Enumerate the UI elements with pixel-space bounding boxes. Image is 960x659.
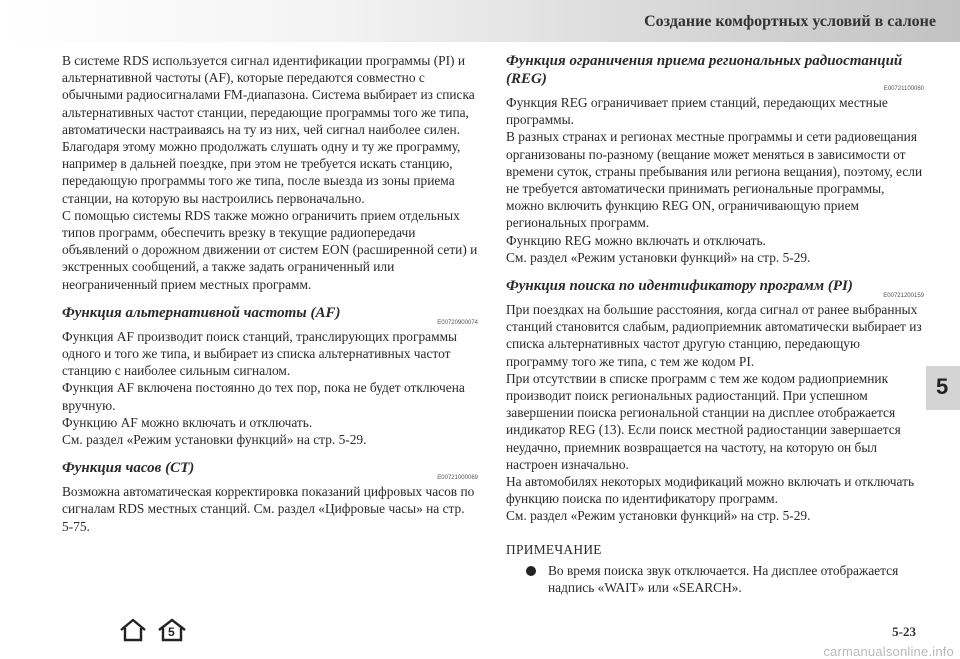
ct-section-title: Функция часов (CT) xyxy=(62,460,195,477)
af-paragraph: Функция AF включена постоянно до тех пор, пока не будет отключена вручную. xyxy=(62,380,465,413)
chapter-tab-number: 5 xyxy=(936,374,949,399)
intro-paragraph: С помощью системы RDS также можно ограничить прием отдельных типов программ, обеспечить врезку в текущие радиопередачи объявлений о дорожном движении от систем EON (расширенной сети) и экстренных сообщений, а также задать ограниченный или неограниченный прием местных программ. xyxy=(62,207,478,292)
chapter-index-icon[interactable] xyxy=(156,617,188,643)
af-paragraph: См. раздел «Режим установки функций» на стр. 5-29. xyxy=(62,432,367,448)
right-column xyxy=(506,52,924,596)
reg-paragraph: Функция REG ограничивает прием станций, передающих местные программы. xyxy=(506,95,888,128)
reg-section-title: Функция ограничения приема региональных радиостанций (REG) xyxy=(506,53,903,87)
pi-paragraph: При отсутствии в списке программ с тем же кодом радиоприемник производит поиск региональных радиостанций. При успешном завершении поиска региональной станции на дисплее отображается индикатор REG (13). Если поиск местной радиостанции завершается неудачно, приемник возвращается на частоту, на которую он был настроен изначально. xyxy=(506,370,901,472)
ct-paragraph: Возможна автоматическая корректировка показаний цифровых часов по сигналам RDS местных станций. См. раздел «Цифровые часы» на стр. 5-75. xyxy=(62,484,475,534)
pi-paragraph: На автомобилях некоторых модификаций можно включать и отключать функцию поиска по идентификатору программ. xyxy=(506,474,915,507)
watermark: carmanualsonline.info xyxy=(823,644,954,659)
ct-section-code: E00721000069 xyxy=(437,475,478,482)
bullet-icon xyxy=(526,566,536,576)
page-header-title: Создание комфортных условий в салоне xyxy=(644,13,936,30)
intro-paragraph: В системе RDS используется сигнал идентификации программы (PI) и альтернативной частоты (AF), которые передаются совместно с обычными радиосигналами FM-диапазона. Система выбирает из списка альтернативных частот станции, передающие программы того же типа, автоматически настраиваясь на ту из них, чей сигнал наиболее силен. xyxy=(62,53,475,137)
chapter-tab xyxy=(926,366,960,410)
nav-icons xyxy=(118,617,188,643)
af-paragraph: Функцию AF можно включать и отключать. xyxy=(62,414,313,430)
af-section-title: Функция альтернативной частоты (AF) xyxy=(62,304,341,321)
home-icon[interactable] xyxy=(118,617,148,643)
reg-paragraph: Функцию REG можно включать и отключать. xyxy=(506,232,766,248)
af-section xyxy=(62,304,478,448)
note-text: Во время поиска звук отключается. На дисплее отображается надпись «WAIT» или «SEARCH». xyxy=(548,562,899,596)
pi-section xyxy=(506,277,924,525)
reg-section xyxy=(506,52,924,266)
pi-section-title: Функция поиска по идентификатору программ (PI) xyxy=(506,278,853,295)
note-title: ПРИМЕЧАНИЕ xyxy=(506,541,602,557)
reg-section-code: E00721100060 xyxy=(883,86,924,92)
pi-section-code: E00721200159 xyxy=(883,293,924,300)
af-section-code: E00720900074 xyxy=(437,319,478,326)
chapter-index-number: 5 xyxy=(168,625,175,639)
page-number: 5-23 xyxy=(892,624,916,639)
note-item xyxy=(506,562,924,596)
header-band xyxy=(0,0,960,42)
intro-paragraph: Благодаря этому можно продолжать слушать одну и ту же программу, например в дальней поездке, при этом не требуется искать станцию, передающую программы того же типа, после выезда из зоны приема станции, на которую вы настроились первоначально. xyxy=(62,139,461,206)
reg-paragraph: См. раздел «Режим установки функций» на стр. 5-29. xyxy=(506,249,811,265)
left-column xyxy=(62,52,478,535)
af-paragraph: Функция AF производит поиск станций, транслирующих программы одного и того же типа, и выбирает из списка альтернативных частот станцию с наиболее сильным сигналом. xyxy=(62,328,458,379)
pi-paragraph: При поездках на большие расстояния, когда сигнал от ранее выбранных станций становится слабым, радиоприемник автоматически выбирает из списка альтернативных частот другую станцию, передающую программу того же типа, с тем же кодом PI. xyxy=(506,302,922,369)
pi-paragraph: См. раздел «Режим установки функций» на стр. 5-29. xyxy=(506,508,811,524)
ct-section xyxy=(62,459,478,535)
reg-paragraph: В разных странах и регионах местные программы и сети радиовещания организованы по-разному (вещание может меняться в зависимости от времени суток, страны пребывания или региона вещания), поэтому, если не требуется автоматически принимать региональные программы, можно включить функцию REG ON, ограничивающую прием региональных программ. xyxy=(506,129,923,231)
